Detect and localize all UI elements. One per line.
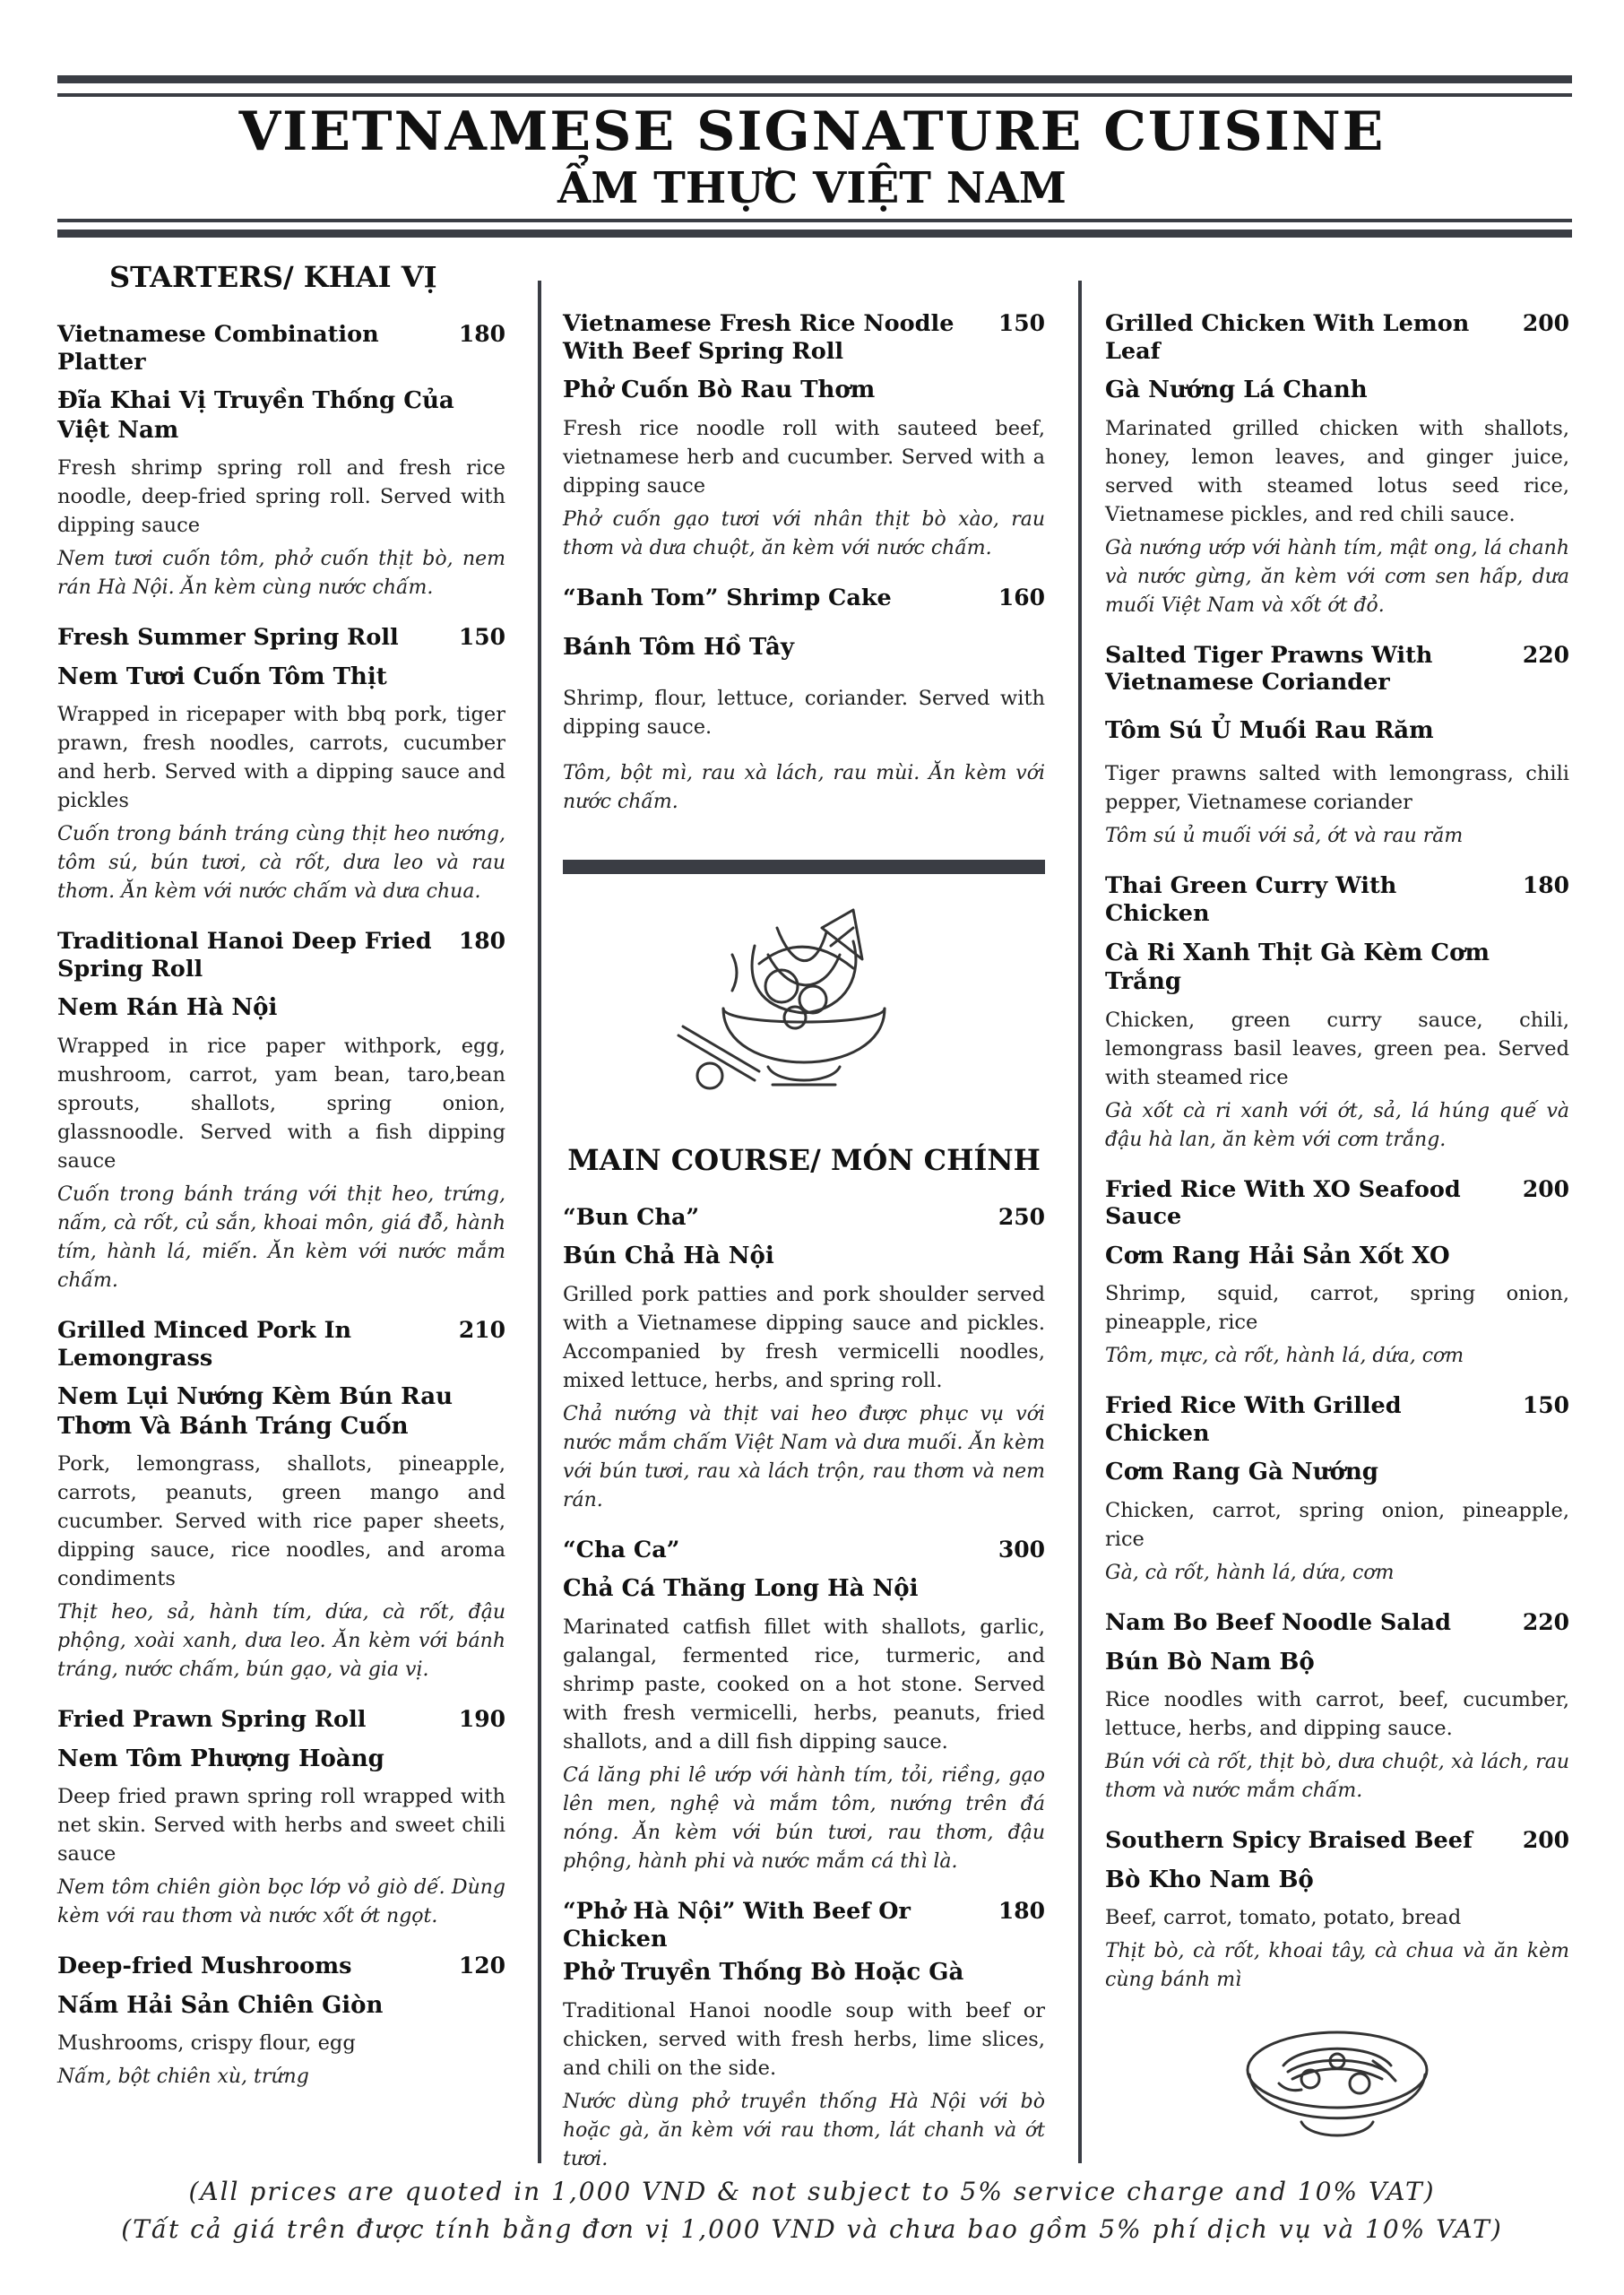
item-description-en: Pork, lemongrass, shallots, pineapple, carrots, peanuts, green mango and cucumber. Served with rice paper sheets, dipping sauce, rice noodles, and aroma condiments (57, 1452, 505, 1591)
starters-column (57, 260, 505, 2113)
item-name-vn: Phở Cuốn Bò Rau Thơm (563, 377, 876, 404)
menu-item (57, 321, 505, 602)
item-description-en: Chicken, carrot, spring onion, pineapple, rice (1105, 1498, 1569, 1551)
item-name-vn: Đĩa Khai Vị Truyền Thống Của Việt Nam (57, 387, 454, 444)
item-description-vn: Cuốn trong bánh tráng với thịt heo, trứng, nấm, cà rốt, củ sắn, khoai môn, giá đỗ, hành tím, hành lá, miến. Ăn kèm với nước mắm chấm. (57, 1182, 505, 1292)
noodle-bowl-illustration (563, 892, 1045, 1125)
item-name-en: “Bun Cha” (563, 1203, 700, 1231)
item-name-vn: Chả Cá Thăng Long Hà Nội (563, 1575, 919, 1603)
item-name-en: Deep-fried Mushrooms (57, 1953, 352, 1980)
item-name-en: Southern Spicy Braised Beef (1105, 1827, 1473, 1855)
item-price: 180 (458, 321, 505, 347)
item-description-vn: Tôm, mực, cà rốt, hành lá, dứa, cơm (1105, 1345, 1464, 1368)
menu-item (563, 310, 1045, 563)
item-price: 200 (1522, 1827, 1569, 1854)
item-name-en: “Phở Hà Nội” With Beef Or Chicken (563, 1897, 911, 1953)
item-description-vn: Cuốn trong bánh tráng cùng thịt heo nướng, tôm sú, bún tươi, cà rốt, dưa leo và rau thơm. Ăn kèm với nước chấm và dưa chua. (57, 823, 505, 904)
soup-bowl-illustration (1105, 2016, 1569, 2151)
item-price: 180 (998, 1897, 1045, 1924)
item-description-vn: Tôm sú ủ muối với sả, ớt và rau răm (1105, 825, 1464, 848)
column-divider-right (1078, 281, 1082, 2163)
item-name-vn: Nem Tươi Cuốn Tôm Thịt (57, 663, 387, 690)
item-description-en: Shrimp, squid, carrot, spring onion, pineapple, rice (1105, 1282, 1569, 1335)
item-name-en: Traditional Hanoi Deep Fried Spring Roll (57, 928, 432, 983)
menu-item (57, 1953, 505, 2091)
item-name-vn: Cơm Rang Gà Nướng (1105, 1459, 1378, 1486)
item-price: 180 (1522, 872, 1569, 899)
item-name-vn: Bò Kho Nam Bộ (1105, 1866, 1314, 1893)
item-price: 150 (1522, 1392, 1569, 1419)
item-description-en: Traditional Hanoi noodle soup with beef or chicken, served with fresh herbs, lime slices, and chili on the side. (563, 1998, 1045, 2080)
item-name-vn: Phở Truyền Thống Bò Hoặc Gà (563, 1959, 964, 1987)
item-name-en: Fresh Summer Spring Roll (57, 624, 399, 652)
item-description-vn: Tôm, bột mì, rau xà lách, rau mùi. Ăn kèm với nước chấm. (563, 761, 1045, 813)
item-name-en: Fried Rice With XO Seafood Sauce (1105, 1175, 1461, 1231)
item-price: 190 (458, 1706, 505, 1733)
item-description-en: Marinated catfish fillet with shallots, garlic, galangal, fermented rice, turmeric, and shrimp paste, cooked on a hot stone. Served with fresh vermicelli, herbs, peanuts, fried shallots, and a dill fish dipping sauce. (563, 1615, 1045, 1754)
item-name-vn: Gà Nướng Lá Chanh (1105, 377, 1368, 404)
price-note-vn: (Tất cả giá trên được tính bằng đơn vị 1,000 VND và chưa bao gồm 5% phí dịch vụ và 10% VAT) (121, 2214, 1503, 2244)
item-description-en: Wrapped in rice paper withpork, egg, mushroom, carrot, yam bean, taro,bean sprouts, shallots, spring onion, glassnoodle. Served with a fish dipping sauce (57, 1034, 505, 1173)
menu-item (1105, 642, 1569, 852)
item-description-en: Shrimp, flour, lettuce, coriander. Served with dipping sauce. (563, 686, 1045, 739)
column-divider-left (538, 281, 541, 2163)
item-description-vn: Gà, cà rốt, hành lá, dứa, cơm (1105, 1561, 1395, 1584)
item-description-en: Wrapped in ricepaper with bbq pork, tiger prawn, fresh noodles, carrots, cucumber and herb. Served with a dipping sauce and pickles (57, 703, 505, 813)
menu-item (57, 624, 505, 906)
item-price: 210 (458, 1316, 505, 1343)
menu-item (563, 1537, 1045, 1876)
menu-item (1105, 1392, 1569, 1588)
item-name-en: “Banh Tom” Shrimp Cake (563, 584, 892, 611)
item-description-vn: Cá lăng phi lê ướp với hành tím, tỏi, riềng, gạo lên men, nghệ và mắm tôm, nướng trên đá nóng. Ăn kèm với bún tươi, rau thơm, đậu phộng, hành phi và nước mắm cá thì là. (563, 1763, 1045, 1873)
menu-item (57, 1317, 505, 1684)
item-name-en: Thai Green Curry With Chicken (1105, 872, 1397, 927)
menu-item (57, 1706, 505, 1931)
item-name-vn: Nấm Hải Sản Chiên Giòn (57, 1991, 384, 2019)
item-name-en: Fried Rice With Grilled Chicken (1105, 1392, 1402, 1447)
item-name-vn: Nem Tôm Phượng Hoàng (57, 1745, 384, 1772)
item-price: 160 (998, 584, 1045, 611)
item-name-vn: Bánh Tôm Hồ Tây (563, 634, 795, 662)
item-name-vn: Nem Rán Hà Nội (57, 994, 278, 1022)
item-description-en: Fresh rice noodle roll with sauteed beef, vietnamese herb and cucumber. Served with a dipping sauce (563, 416, 1045, 498)
header-rule-bottom-thick (57, 230, 1572, 238)
price-note-en: (All prices are quoted in 1,000 VND & not subject to 5% service charge and 10% VAT) (188, 2177, 1436, 2206)
item-name-en: Fried Prawn Spring Roll (57, 1706, 367, 1734)
item-name-en: “Cha Ca” (563, 1536, 680, 1563)
item-name-vn: Nem Lụi Nướng Kèm Bún Rau Thơm Và Bánh Tráng Cuốn (57, 1383, 454, 1440)
item-name-en: Grilled Minced Pork In Lemongrass (57, 1316, 352, 1372)
menu-item (1105, 1609, 1569, 1806)
item-description-en: Chicken, green curry sauce, chili, lemongrass basil leaves, green pea. Served with steamed rice (1105, 1008, 1569, 1089)
header-rule-top-thin (57, 93, 1572, 97)
item-name-en: Nam Bo Beef Noodle Salad (1105, 1608, 1451, 1636)
item-description-en: Mushrooms, crispy flour, egg (57, 2031, 356, 2056)
item-description-vn: Phở cuốn gạo tươi với nhân thịt bò xào, rau thơm và dưa chuột, ăn kèm với nước chấm. (563, 507, 1045, 559)
item-name-en: Salted Tiger Prawns With Vietnamese Coriander (1105, 641, 1433, 697)
item-name-vn: Cà Ri Xanh Thịt Gà Kèm Cơm Trắng (1105, 939, 1490, 996)
item-description-vn: Nem tôm chiên giòn bọc lớp vỏ giò dế. Dùng kèm với rau thơm và nước xốt ớt ngọt. (57, 1876, 505, 1928)
item-name-vn: Tôm Sú Ủ Muối Rau Răm (1105, 716, 1434, 744)
item-description-en: Tiger prawns salted with lemongrass, chili pepper, Vietnamese coriander (1105, 762, 1569, 815)
item-price: 220 (1522, 641, 1569, 668)
item-description-vn: Thịt bò, cà rốt, khoai tây, cà chua và ăn kèm cùng bánh mì (1105, 1940, 1569, 1992)
menu-item (1105, 1176, 1569, 1372)
item-description-vn: Thịt heo, sả, hành tím, dứa, cà rốt, đậu phộng, xoài xanh, dưa leo. Ăn kèm với bánh tráng, nước chấm, bún gạo, và gia vị. (57, 1601, 505, 1682)
item-description-en: Marinated grilled chicken with shallots, honey, lemon leaves, and ginger juice, served with steamed lotus seed rice, Vietnamese pickles, and red chili sauce. (1105, 416, 1569, 526)
menu-item (1105, 310, 1569, 620)
item-name-vn: Cơm Rang Hải Sản Xốt XO (1105, 1242, 1450, 1269)
page-subtitle: ẨM THỰC VIỆT NAM (557, 163, 1067, 213)
item-description-vn: Nấm, bột chiên xù, trứng (57, 2066, 309, 2089)
item-description-en: Grilled pork patties and pork shoulder served with a Vietnamese dipping sauce and pickles. Accompanied by fresh vermicelli noodles, mixed lettuce, herbs, and spring roll. (563, 1282, 1045, 1392)
menu-item (1105, 872, 1569, 1154)
item-price: 250 (998, 1203, 1045, 1230)
item-description-vn: Gà xốt cà ri xanh với ớt, sả, lá húng quế và đậu hà lan, ăn kèm với cơm trắng. (1105, 1099, 1569, 1151)
item-price: 150 (998, 310, 1045, 336)
starters-section-title: STARTERS/ KHAI VỊ (109, 260, 437, 294)
item-description-vn: Chả nướng và thịt vai heo được phục vụ với nước mắm chấm Việt Nam và dưa muối. Ăn kèm với bún tươi, rau xà lách trộn, rau thơm và nem rán. (563, 1402, 1045, 1511)
item-price: 200 (1522, 310, 1569, 336)
main-course-section-title: MAIN COURSE/ MÓN CHÍNH (567, 1142, 1041, 1177)
menu-item (563, 1204, 1045, 1515)
item-description-vn: Nước dùng phở truyền thống Hà Nội với bò hoặc gà, ăn kèm với rau thơm, lát chanh và ớt tươi. (563, 2090, 1045, 2170)
item-description-en: Beef, carrot, tomato, potato, bread (1105, 1906, 1462, 1930)
header-rule-bottom-thin (57, 219, 1572, 222)
middle-column (563, 310, 1045, 2195)
menu-item (563, 585, 1045, 817)
header-rule-top-thick (57, 75, 1572, 83)
item-price: 220 (1522, 1608, 1569, 1635)
item-description-en: Rice noodles with carrot, beef, cucumber, lettuce, herbs, and dipping sauce. (1105, 1688, 1569, 1741)
item-description-en: Deep fried prawn spring roll wrapped with net skin. Served with herbs and sweet chili sauce (57, 1785, 505, 1866)
item-name-en: Vietnamese Fresh Rice Noodle With Beef Spring Roll (563, 310, 955, 365)
item-price: 120 (458, 1953, 505, 1979)
item-name-vn: Bún Bò Nam Bộ (1105, 1648, 1315, 1676)
item-name-en: Vietnamese Combination Platter (57, 321, 379, 376)
item-description-vn: Gà nướng ướp với hành tím, mật ong, lá chanh và nước gừng, ăn kèm với cơm sen hấp, dưa muối Việt Nam và xốt ớt đỏ. (1105, 536, 1569, 617)
menu-item (563, 1898, 1045, 2174)
item-price: 200 (1522, 1175, 1569, 1202)
item-description-vn: Bún với cà rốt, thịt bò, dưa chuột, xà lách, rau thơm và nước mắm chấm. (1105, 1751, 1569, 1803)
section-divider-bar (563, 860, 1045, 874)
menu-item (1105, 1827, 1569, 1995)
item-price: 150 (458, 624, 505, 651)
menu-item (57, 928, 505, 1295)
item-name-vn: Bún Chả Hà Nội (563, 1243, 774, 1270)
item-name-en: Grilled Chicken With Lemon Leaf (1105, 310, 1470, 365)
item-description-vn: Nem tươi cuốn tôm, phở cuốn thịt bò, nem rán Hà Nội. Ăn kèm cùng nước chấm. (57, 548, 505, 600)
item-price: 180 (458, 928, 505, 955)
page-title: VIETNAMESE SIGNATURE CUISINE (238, 100, 1386, 163)
item-description-en: Fresh shrimp spring roll and fresh rice noodle, deep-fried spring roll. Served with dipping sauce (57, 456, 505, 538)
right-column (1105, 310, 1569, 2151)
item-price: 300 (998, 1536, 1045, 1563)
